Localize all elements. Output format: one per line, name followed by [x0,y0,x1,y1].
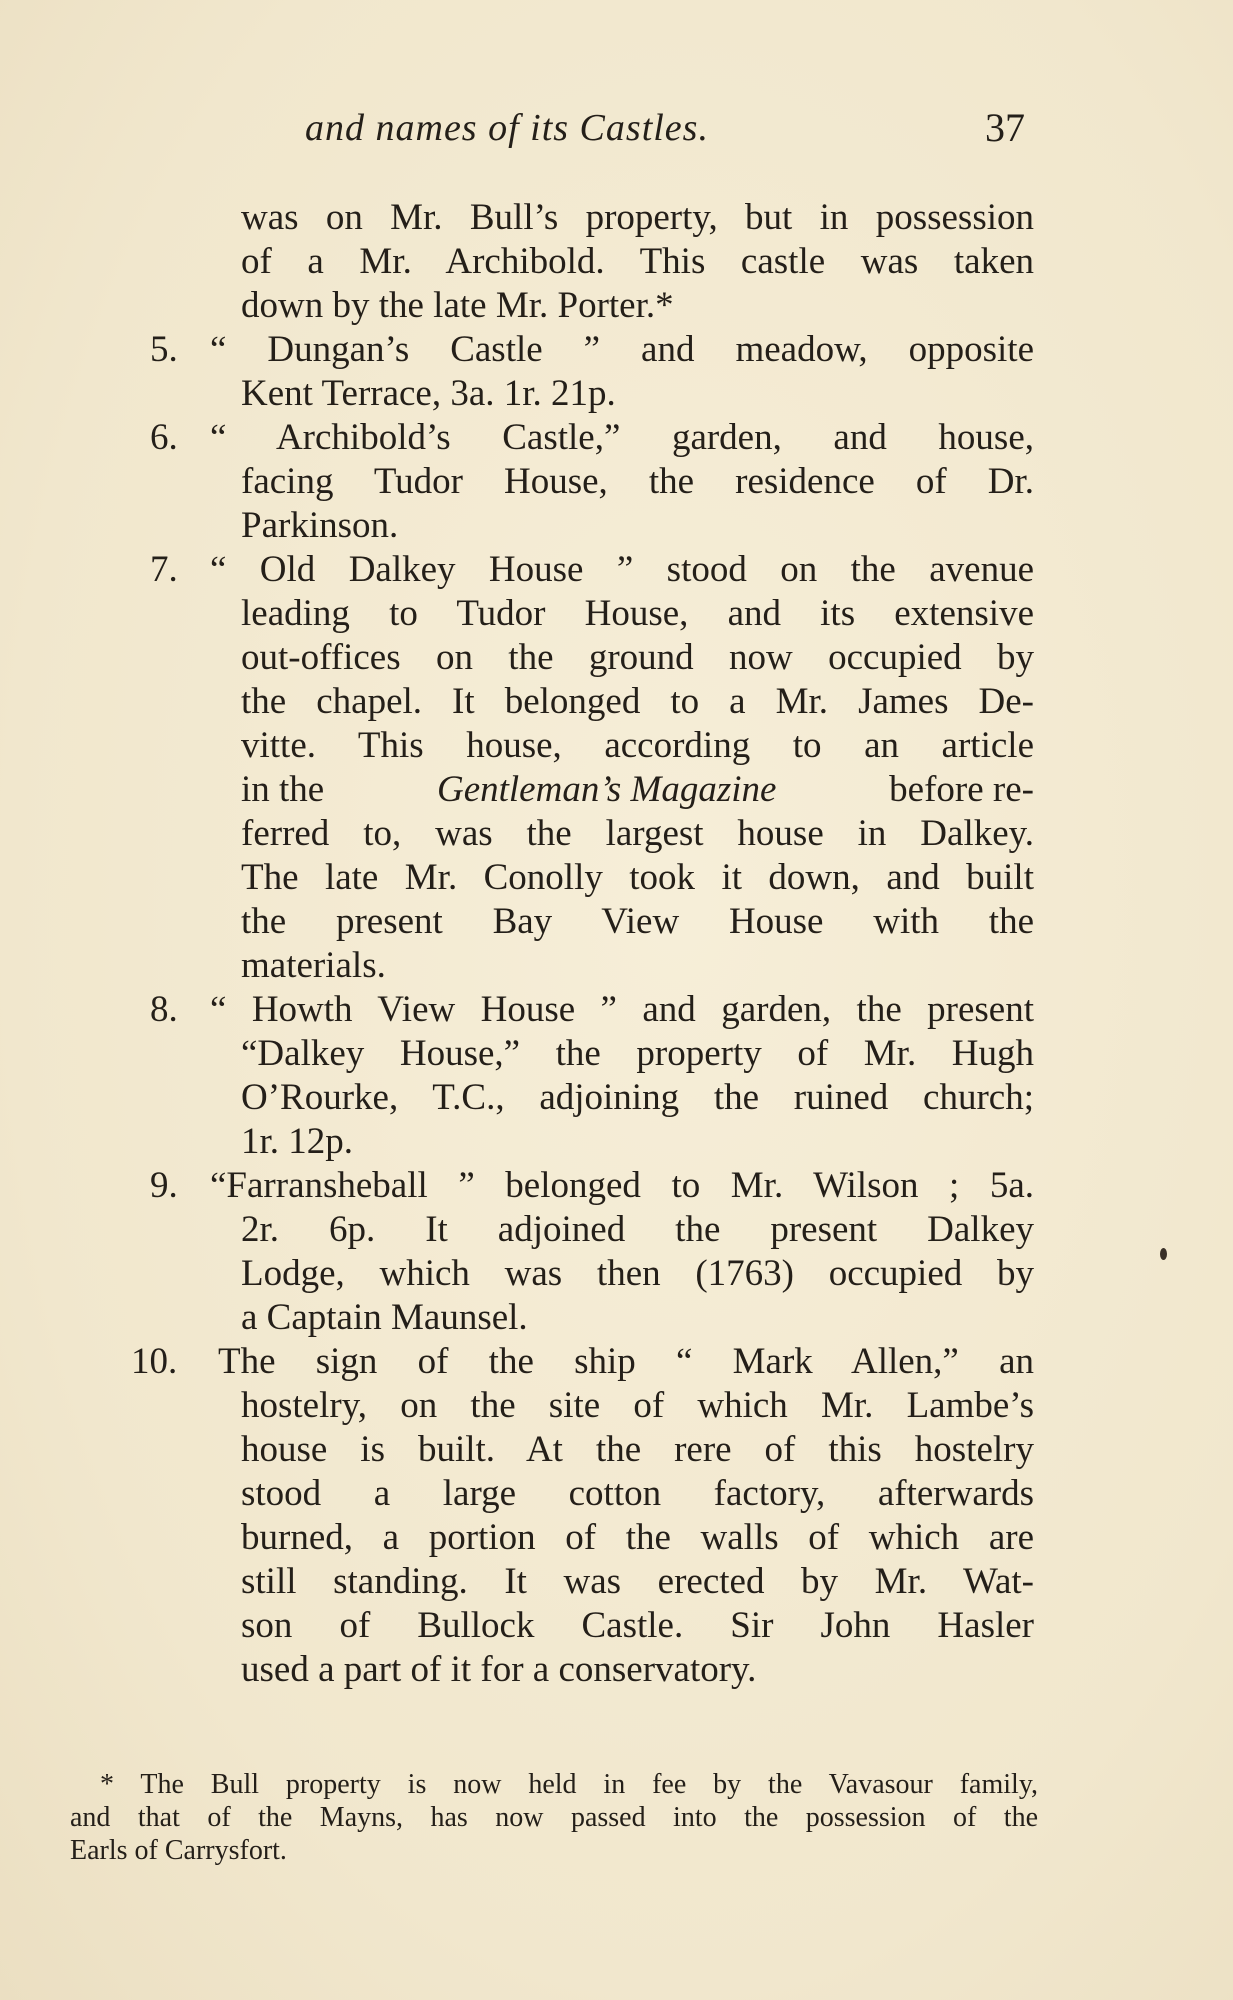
text-line: house is built. At the rere of this hostelry [241,1429,1034,1470]
text-line: still standing. It was erected by Mr. Wat- [241,1561,1034,1602]
text-line: “ Old Dalkey House ” stood on the avenue [210,549,1034,590]
text-line: out-offices on the ground now occupied by [241,637,1034,678]
running-head [0,100,1233,160]
text-line: materials. [241,945,386,986]
text-line: vitte. This house, according to an article [241,725,1034,766]
text-line: down by the late Mr. Porter.* [241,285,674,326]
text-line: “Farransheball ” belonged to Mr. Wilson ; 5a. [210,1165,1034,1206]
text-line: “Dalkey House,” the property of Mr. Hugh [241,1033,1034,1074]
item-number: 6. [150,417,178,458]
text-line: Kent Terrace, 3a. 1r. 21p. [241,373,616,414]
magazine-title: Gentleman’s Magazine [436,769,777,810]
text-line: burned, a portion of the walls of which are [241,1517,1034,1558]
text-line: son of Bullock Castle. Sir John Hasler [241,1605,1034,1646]
text-line: stood a large cotton factory, afterwards [241,1473,1034,1514]
text-line: the present Bay View House with the [241,901,1034,942]
text-line: 2r. 6p. It adjoined the present Dalkey [241,1209,1034,1250]
text-line: ferred to, was the largest house in Dalkey. [241,813,1034,854]
text-line: 1r. 12p. [241,1121,354,1162]
text-line: leading to Tudor House, and its extensive [241,593,1034,634]
text-line: hostelry, on the site of which Mr. Lambe’s [241,1385,1034,1426]
text-line: used a part of it for a conservatory. [241,1649,757,1690]
text-line-with-title [241,768,1034,812]
text-line: “ Archibold’s Castle,” garden, and house, [210,417,1034,458]
item-number: 10. [131,1341,178,1382]
text-line: of a Mr. Archibold. This castle was taken [241,241,1034,282]
text-line: Parkinson. [241,505,399,546]
text-line: O’Rourke, T.C., adjoining the ruined church; [241,1077,1034,1118]
footnote-line: * The Bull property is now held in fee by the Vavasour family, [100,1769,1038,1800]
item-number: 9. [150,1165,178,1206]
text-fragment: before re- [879,769,1034,810]
footnote-line: and that of the Mayns, has now passed into the possession of the [70,1802,1038,1833]
text-line: The sign of the ship “ Mark Allen,” an [218,1341,1034,1382]
text-fragment: in the [241,769,334,810]
page-number: 37 [985,105,1025,150]
text-line: the chapel. It belonged to a Mr. James De- [241,681,1034,722]
footnote-line: Earls of Carrysfort. [70,1835,287,1866]
text-line: The late Mr. Conolly took it down, and built [241,857,1034,898]
text-line: Lodge, which was then (1763) occupied by [241,1253,1034,1294]
text-line: “ Howth View House ” and garden, the present [210,989,1034,1030]
item-number: 8. [150,989,178,1030]
text-line: a Captain Maunsel. [241,1297,528,1338]
text-line: facing Tudor House, the residence of Dr. [241,461,1034,502]
text-line: was on Mr. Bull’s property, but in possession [241,197,1034,238]
text-line: “ Dungan’s Castle ” and meadow, opposite [210,329,1034,370]
running-title: and names of its Castles. [305,107,709,149]
ink-speck [1160,1248,1167,1260]
item-number: 7. [150,549,178,590]
item-number: 5. [150,329,178,370]
